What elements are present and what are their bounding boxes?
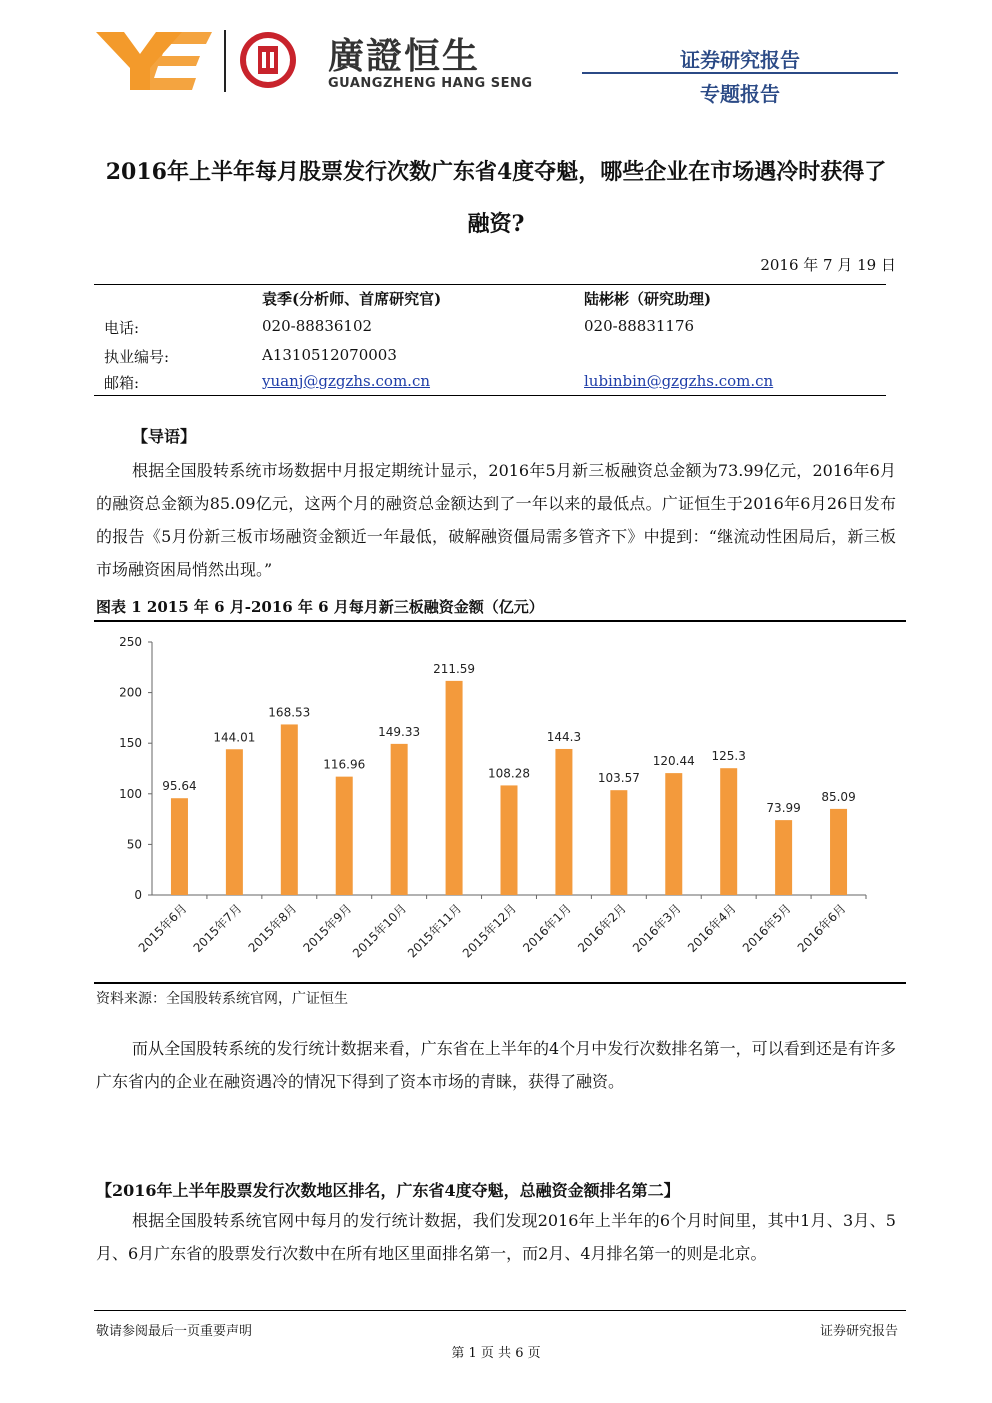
company-name-en: GUANGZHENG HANG SENG <box>328 76 533 91</box>
data-label: 108.28 <box>488 766 530 781</box>
bar <box>336 777 353 895</box>
data-label: 95.64 <box>162 779 197 794</box>
data-label: 144.3 <box>546 729 582 744</box>
data-label: 144.01 <box>213 730 256 745</box>
y-tick-label: 0 <box>134 888 142 902</box>
bar <box>446 681 463 895</box>
y-tick-label: 200 <box>119 685 142 700</box>
report-subtype: 专题报告 <box>700 82 780 106</box>
analyst-2-phone: 020-88831176 <box>584 317 695 335</box>
y-tick-label: 50 <box>126 837 142 852</box>
data-label: 116.96 <box>323 757 366 772</box>
chart-rule-bottom <box>94 982 906 984</box>
bar <box>226 749 243 895</box>
x-tick-label: 2015年7月 <box>190 901 245 956</box>
footer-report-type: 证券研究报告 <box>819 1324 898 1339</box>
data-label: 168.53 <box>268 705 311 720</box>
data-label: 120.44 <box>652 754 695 769</box>
phone-label: 电话: <box>104 319 140 337</box>
x-tick-label: 2016年3月 <box>630 901 684 956</box>
footer-rule <box>94 1310 906 1311</box>
data-label: 211.59 <box>433 661 476 676</box>
bar <box>391 744 408 895</box>
data-label: 73.99 <box>766 801 801 816</box>
intro-paragraph: 根据全国股转系统市场数据中月报定期统计显示，2016年5月新三板融资总金额为73.99亿元，2016年6月的融资总金额为85.09亿元，这两个月的融资总金额达到了一年以来的最低点。广证恒生于2016年6月26日发布的报告《5月份新三板市场融资金额近一年最低，破解融资僵局需多管齐下》中提到：“继流动性困局后，新三板市场融资困局悄然出现。” <box>96 461 896 579</box>
table-rule-top <box>94 284 886 285</box>
x-tick-label: 2015年10月 <box>350 901 410 961</box>
license-label: 执业编号: <box>104 348 170 366</box>
analyst-1-name: 袁季(分析师、首席研究官) <box>262 290 442 308</box>
x-tick-label: 2016年6月 <box>794 901 849 956</box>
footer-disclaimer: 敬请参阅最后一页重要声明 <box>96 1324 253 1339</box>
section-2-heading: 【2016年上半年股票发行次数地区排名，广东省4度夺魁，总融资金额排名第二】 <box>96 1181 680 1200</box>
x-tick-label: 2015年8月 <box>245 901 300 956</box>
analyst-1-license: A1310512070003 <box>262 346 397 364</box>
table-rule-bottom <box>94 395 886 396</box>
analyst-2-name: 陆彬彬（研究助理) <box>584 290 712 308</box>
seal-logo-icon <box>238 30 298 90</box>
bar <box>775 820 792 895</box>
paragraph-2: 而从全国股转系统的发行统计数据来看，广东省在上半年的4个月中发行次数排名第一，可以看到还是有许多广东省内的企业在融资遇冷的情况下得到了资本市场的青睐，获得了融资。 <box>96 1039 896 1091</box>
x-tick-label: 2015年12月 <box>459 901 520 961</box>
ye-logo-icon <box>96 28 212 92</box>
bar <box>720 768 737 895</box>
analyst-1-email-link[interactable]: yuanj@gzgzhs.com.cn <box>262 372 431 390</box>
x-tick-label: 2015年6月 <box>135 901 190 956</box>
x-tick-label: 2015年9月 <box>300 901 355 956</box>
bar-chart <box>94 624 906 980</box>
bar <box>555 749 572 895</box>
data-label: 103.57 <box>597 771 640 786</box>
intro-heading: 【导语】 <box>132 427 197 446</box>
report-type: 证券研究报告 <box>680 48 800 72</box>
y-tick-label: 150 <box>119 736 142 751</box>
x-tick-label: 2016年4月 <box>684 901 739 956</box>
chart-rule-top <box>94 620 906 622</box>
y-tick-label: 250 <box>119 635 142 649</box>
chart-source: 资料来源：全国股转系统官网，广证恒生 <box>96 991 348 1007</box>
bar <box>281 724 298 895</box>
x-tick-label: 2016年2月 <box>575 901 629 956</box>
analyst-1-phone: 020-88836102 <box>262 317 373 335</box>
chart-caption: 图表 1 2015 年 6 月-2016 年 6 月每月新三板融资金额（亿元） <box>96 598 544 616</box>
report-date: 2016 年 7 月 19 日 <box>760 256 896 274</box>
logo-divider <box>224 30 226 92</box>
x-tick-label: 2015年11月 <box>404 901 465 961</box>
document-title: 2016年上半年每月股票发行次数广东省4度夺魁，哪些企业在市场遇冷时获得了融资? <box>105 159 887 237</box>
bar <box>830 809 847 895</box>
bar <box>610 790 627 895</box>
bar <box>171 798 188 895</box>
data-label: 85.09 <box>821 789 856 804</box>
page-number: 第 1 页 共 6 页 <box>451 1346 541 1361</box>
x-tick-label: 2016年5月 <box>739 901 794 956</box>
email-label: 邮箱: <box>104 374 140 392</box>
data-label: 149.33 <box>378 724 421 739</box>
section-2-paragraph: 根据全国股转系统官网中每月的发行统计数据，我们发现2016年上半年的6个月时间里，其中1月、3月、5月、6月广东省的股票发行次数中在所有地区里面排名第一，而2月、4月排名第一的则是北京。 <box>96 1211 896 1263</box>
x-tick-label: 2016年1月 <box>520 901 575 956</box>
y-tick-label: 100 <box>119 786 142 801</box>
analyst-2-email-link[interactable]: lubinbin@gzgzhs.com.cn <box>584 372 774 390</box>
header-rule <box>582 72 898 74</box>
bar <box>665 773 682 895</box>
data-label: 125.3 <box>711 749 746 764</box>
company-name-cn: 廣證恒生 <box>328 36 481 77</box>
bar <box>501 785 518 895</box>
